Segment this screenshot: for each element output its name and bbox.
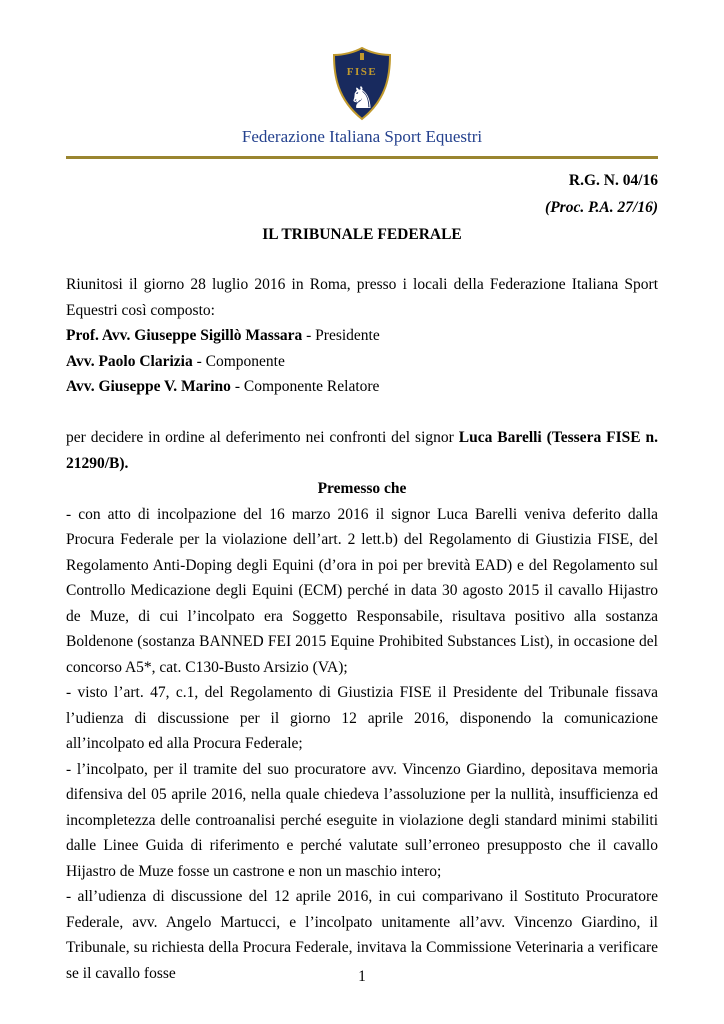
member-name: Avv. Giuseppe V. Marino <box>66 378 231 395</box>
case-number: R.G. N. 04/16 <box>568 172 658 189</box>
org-name: Federazione Italiana Sport Equestri <box>241 127 483 146</box>
member-role: - Componente <box>192 352 285 370</box>
reference-block <box>66 167 658 221</box>
logo-fise-text: FISE <box>346 66 378 78</box>
horse-icon: ♞ <box>348 82 376 115</box>
member-line-rapporteur <box>66 374 658 400</box>
body-paragraph-2: - visto l’art. 47, c.1, del Regolamento di Giustizia FISE il Presidente del Tribunale fissava l’udienza di discussione per il giorno 12 aprile 2016, disponendo la comunicazione all’incolpato ed alla Procura Federale; <box>66 684 658 752</box>
body-paragraph-1: - con atto di incolpazione del 16 marzo 2016 il signor Luca Barelli veniva deferito dalla Procura Federale per la violazione dell’art. 2 lett.b) del Regolamento di Giustizia FISE, del Regolamento Anti-Doping degli Equini (d’ora in poi per brevità EAD) e del Regolamento sul Controllo Medicazione degli Equini (ECM) perché in data 30 agosto 2015 il cavallo Hijastro de Muze, di cui l’incolpato era Soggetto Responsabile, risultava positivo alla sostanza Boldenone (sostanza BANNED FEI 2015 Equine Prohibited Substances List), in occasione del concorso A5*, cat. C130-Busto Arsizio (VA); <box>66 505 658 676</box>
member-role: - Componente Relatore <box>230 378 380 395</box>
decision-paragraph <box>66 425 658 476</box>
decision-text: per decidere in ordine al deferimento nei confronti del signor <box>66 429 459 446</box>
member-line-president <box>66 323 658 349</box>
member-role: - Presidente <box>302 327 380 344</box>
premise-heading: Premesso che <box>317 480 407 497</box>
body-paragraph-3: - l’incolpato, per il tramite del suo procuratore avv. Vincenzo Giardino, depositava memoria difensiva del 05 aprile 2016, nella quale chiedeva l’assoluzione per la nullità, insufficienza ed incompletezza delle controanalisi perché eseguite in violazione degli standard minimi stabiliti dalle Linee Guida di riferimento e perché valutate sull’erroneo presupposto che il cavallo Hijastro de Muze fosse un castrone e non un maschio intero; <box>66 760 658 880</box>
header-divider <box>66 156 658 159</box>
torch-icon <box>360 53 364 60</box>
logo-container <box>66 46 658 122</box>
document-title: IL TRIBUNALE FEDERALE <box>262 226 462 243</box>
intro-paragraph: Riunitosi il giorno 28 luglio 2016 in Roma, presso i locali della Federazione Italiana Sport Equestri così composto: <box>66 276 658 319</box>
fise-logo <box>331 46 393 122</box>
proceeding-number: (Proc. P.A. 27/16) <box>545 199 658 216</box>
page-number: 1 <box>358 968 366 985</box>
body-paragraph-4: - all’udienza di discussione del 12 aprile 2016, in cui comparivano il Sostituto Procuratore Federale, avv. Angelo Martucci, e l’incolpato unitamente all’avv. Vincenzo Giardino, il Tribunale, su richiesta della Procura Federale, invitava la Commissione Veterinaria a verificare se il cavallo fosse <box>66 888 658 982</box>
member-name: Avv. Paolo Clarizia <box>66 352 193 370</box>
document-body <box>66 272 658 986</box>
defendant-name: Luca Barelli (Tessera FISE n. 21290/B). <box>66 429 659 472</box>
member-line-component <box>66 349 658 375</box>
member-name: Prof. Avv. Giuseppe Sigillò Massara <box>66 327 303 344</box>
